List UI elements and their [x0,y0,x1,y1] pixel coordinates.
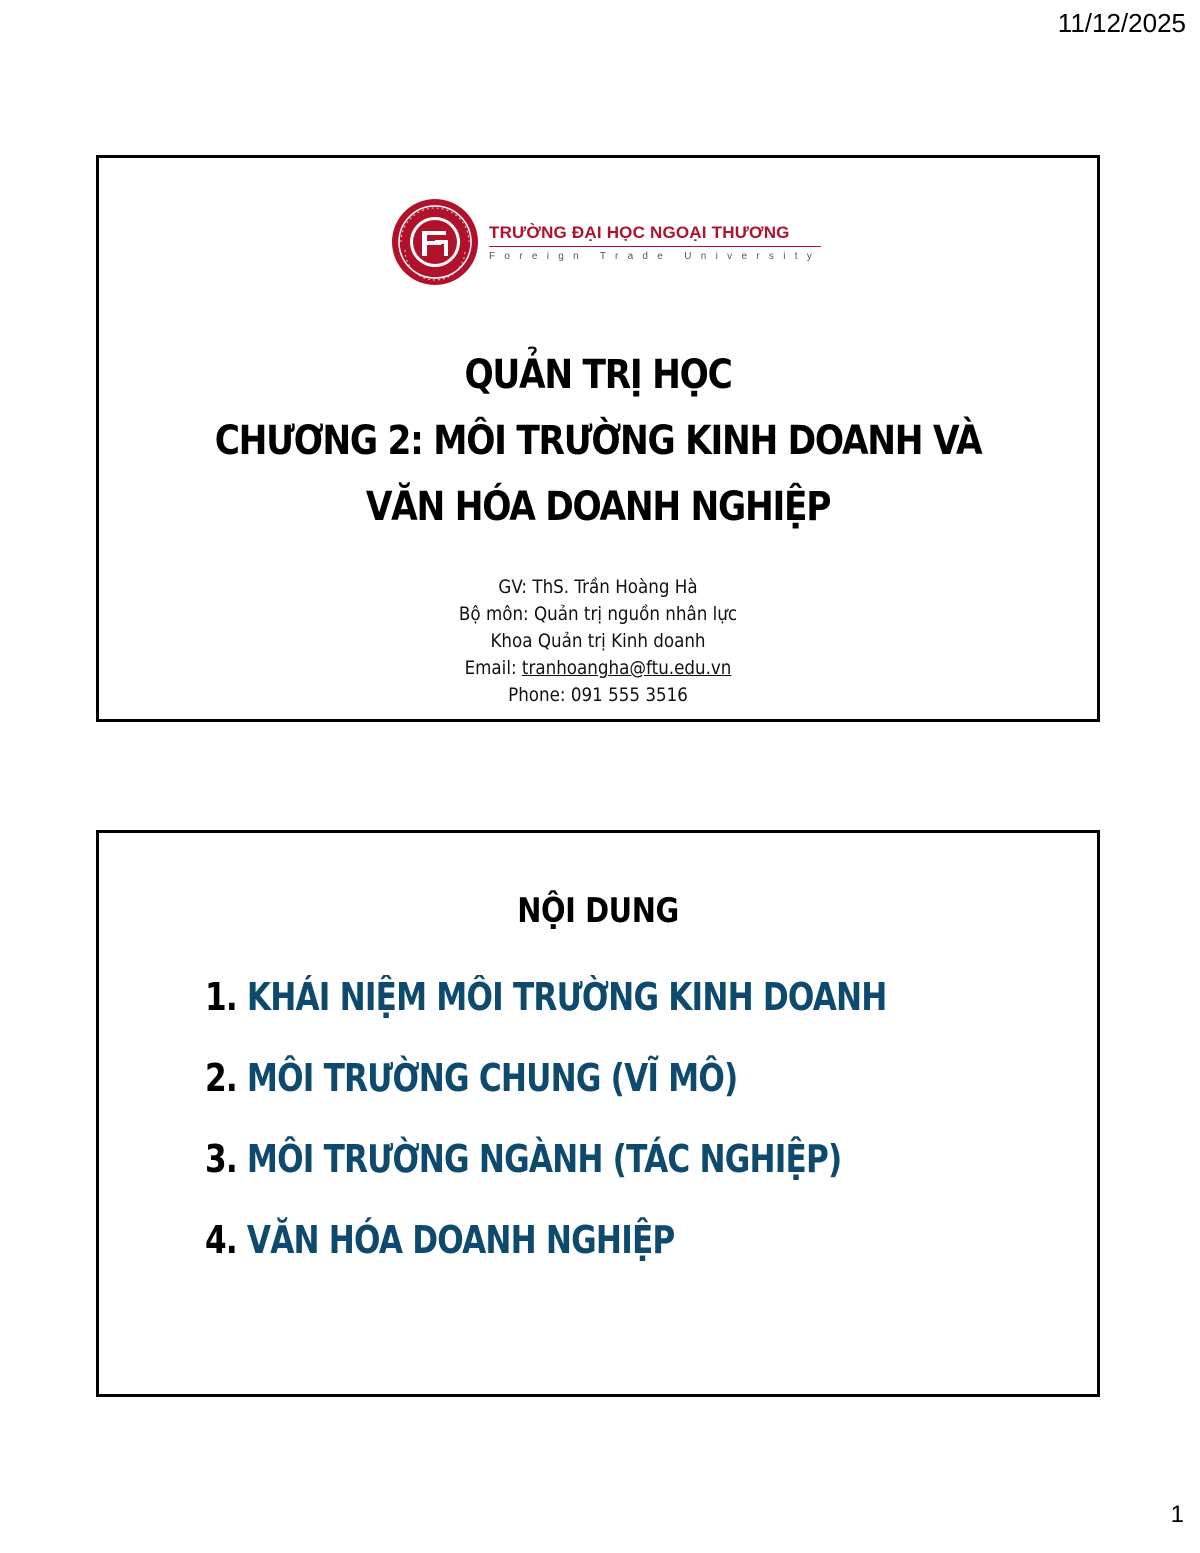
university-logo [391,198,821,286]
title-slide [96,155,1100,722]
print-date: 11/12/2025 [1057,8,1186,38]
list-item-text: MÔI TRƯỜNG NGÀNH (TÁC NGHIỆP) [246,1137,842,1181]
slide-title [169,342,1027,540]
phone: Phone: 091 555 3516 [508,684,688,706]
title-line-2: CHƯƠNG 2: MÔI TRƯỜNG KINH DOANH VÀ [214,418,982,464]
page-number: 1 [1170,1501,1184,1528]
contents-heading: NỘI DUNG [517,891,679,931]
list-item [205,967,887,1048]
lecturer-info [159,574,1037,709]
faculty: Khoa Quản trị Kinh doanh [490,630,706,652]
contents-list [205,967,887,1291]
list-item-text: VĂN HÓA DOANH NGHIỆP [246,1218,675,1262]
list-item-number: 2. [205,1056,247,1100]
title-line-1: QUẢN TRỊ HỌC [464,352,732,398]
list-item-number: 1. [205,975,247,1019]
list-item [205,1048,887,1129]
list-item [205,1129,887,1210]
list-item-text: KHÁI NIỆM MÔI TRƯỜNG KINH DOANH [246,975,887,1019]
list-item-number: 3. [205,1137,247,1181]
email-line [159,655,1037,682]
university-name-en: Foreign Trade University [489,250,822,262]
list-item-number: 4. [205,1218,247,1262]
email-label: Email: [464,657,522,679]
title-line-3: VĂN HÓA DOANH NGHIỆP [365,484,831,530]
contents-slide [96,830,1100,1397]
department: Bộ môn: Quản trị nguồn nhân lực [458,603,738,625]
ftu-seal-icon [391,198,479,286]
list-item [205,1210,887,1291]
email-link[interactable]: tranhoangha@ftu.edu.vn [521,657,732,679]
university-name-vn: TRƯỜNG ĐẠI HỌC NGOẠI THƯƠNG [489,223,821,247]
lecturer-name: GV: ThS. Trần Hoàng Hà [498,576,698,598]
list-item-text: MÔI TRƯỜNG CHUNG (VĨ MÔ) [246,1056,738,1100]
